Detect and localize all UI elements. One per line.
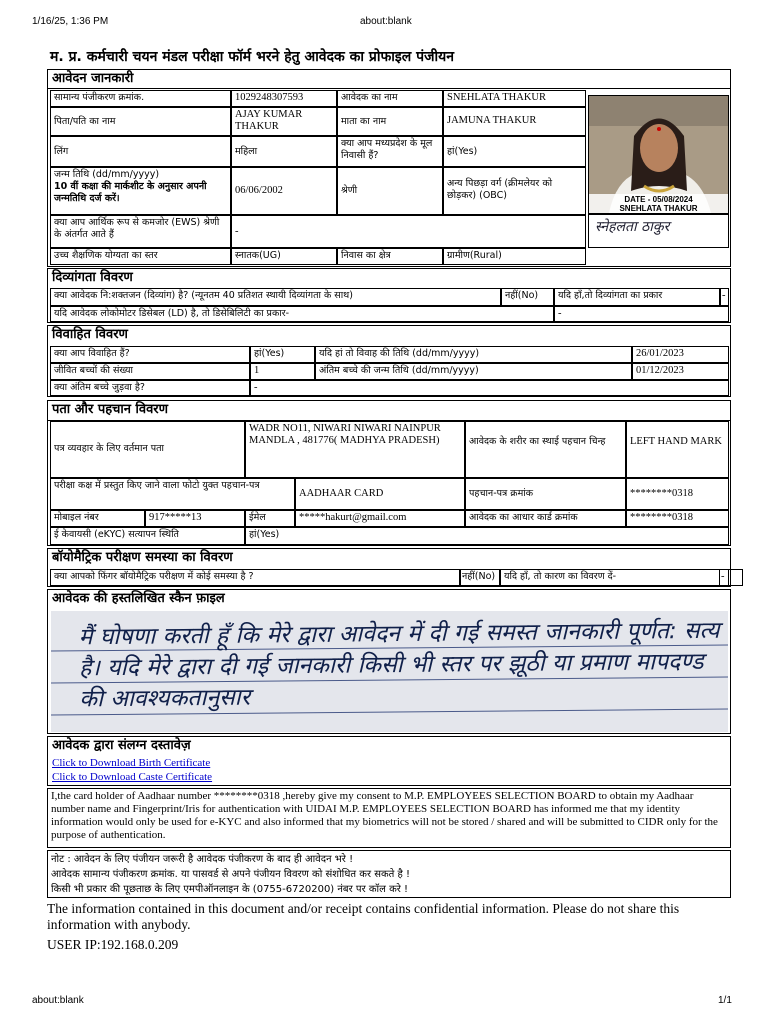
married-answer: हां(Yes) (250, 346, 315, 363)
section-heading-application: आवेदन जानकारी (48, 70, 730, 89)
native-label: क्या आप मध्यप्रदेश के मूल निवासी हैं? (337, 136, 443, 167)
body-mark-value: LEFT HAND MARK (626, 421, 729, 478)
residence-area-value: ग्रामीण(Rural) (443, 248, 586, 265)
disability-type-label: यदि हाँ,तो दिव्यांगता का प्रकार (554, 288, 720, 306)
section-heading-handwritten: आवेदक की हस्तलिखित स्कैन फ़ाइल (52, 591, 225, 606)
ews-value: - (231, 215, 586, 248)
birth-certificate-link[interactable]: Click to Download Birth Certificate (52, 757, 211, 769)
marriage-date-value: 26/01/2023 (632, 346, 729, 363)
ekyc-label: ई केवायसी (eKYC) सत्यापन स्थिति (50, 527, 245, 545)
children-count-value: 1 (250, 363, 315, 380)
section-heading-documents: आवेदक द्वारा संलग्न दस्तावेज़ (52, 738, 191, 753)
last-child-dob-value: 01/12/2023 (632, 363, 729, 380)
print-footer-url: about:blank (32, 995, 84, 1006)
native-value: हां(Yes) (443, 136, 586, 167)
married-question: क्या आप विवाहित हैं? (50, 346, 250, 363)
id-number-label: पहचान-पत्र क्रमांक (465, 478, 626, 510)
biometric-reason-spacer (743, 569, 749, 571)
education-value: स्नातक(UG) (231, 248, 337, 265)
ekyc-value: हां(Yes) (245, 527, 729, 545)
applicant-photo (588, 95, 729, 214)
address-value: WADR NO11, NIWARI NIWARI NAINPUR MANDLA , 481776( MADHYA PRADESH) (245, 421, 465, 478)
mother-name-value: JAMUNA THAKUR (443, 107, 586, 136)
section-heading-disability: दिव्यांगता विवरण (52, 270, 133, 285)
user-ip: USER IP:192.168.0.209 (47, 937, 179, 952)
email-label: ईमेल (245, 510, 295, 527)
mobile-label: मोबाइल नंबर (50, 510, 145, 527)
aadhaar-value: ********0318 (626, 510, 729, 527)
father-name-value: AJAY KUMAR THAKUR (231, 107, 337, 136)
gender-label: लिंग (50, 136, 231, 167)
handwritten-text: मैं घोषणा करती हूँ कि मेरे द्वारा आवेदन में दी गई समस्त जानकारी पूर्णत: सत्य है। यदि मेरे द्वारा दी गई जानकारी किसी भी स्तर पर झूठी या प्रमाण मापदण्ड की आवश्यकतानुसार (78, 617, 720, 713)
ews-label: क्या आप आर्थिक रूप से कमजोर (EWS) श्रेणी के अंतर्गत आते हैं (50, 215, 231, 248)
note-registration: नोट : आवेदन के लिए पंजीयन जरूरी है आवेदक पंजीकरण के बाद ही आवेदन भरे ! (51, 854, 354, 865)
applicant-name-value: SNEHLATA THAKUR (443, 90, 586, 107)
last-child-dob-label: अंतिम बच्चे की जन्म तिथि (dd/mm/yyyy) (315, 363, 632, 380)
marriage-date-label: यदि हां तो विवाह की तिथि (dd/mm/yyyy) (315, 346, 632, 363)
caste-certificate-link[interactable]: Click to Download Caste Certificate (52, 771, 213, 783)
handwritten-scan (51, 611, 728, 732)
section-heading-biometric: बॉयोमैट्रिक परीक्षण समस्या का विवरण (52, 550, 233, 565)
father-name-label: पिता/पति का नाम (50, 107, 231, 136)
email-value: *****hakurt@gmail.com (295, 510, 465, 527)
ld-answer: - (554, 306, 729, 322)
children-count-label: जीवित बच्चों की संख्या (50, 363, 250, 380)
photo-name: SNEHLATA THAKUR (619, 204, 698, 213)
disability-question: क्या आवेदक नि:शक्तजन (दिव्यांग) है? (न्यूनतम 40 प्रतिशत स्थायी दिव्यांगता के साथ) (50, 288, 501, 306)
dob-label: जन्म तिथि (dd/mm/yyyy) (54, 169, 160, 180)
note-helpline: किसी भी प्रकार की पूछताछ के लिए एमपीऑनलाइन के (0755-6720200) नंबर पर कॉल करे ! (51, 884, 409, 895)
section-heading-address: पता और पहचान विवरण (48, 401, 730, 421)
note-modify: आवेदक सामान्य पंजीकरण क्रमांक. या पासवर्ड से अपने पंजीयन विवरण को संशोधित कर सकते है ! (51, 869, 411, 880)
page-title: म. प्र. कर्मचारी चयन मंडल परीक्षा फॉर्म भरने हेतु आवेदक का प्रोफाइल पंजीयन (50, 49, 454, 65)
mother-name-label: माता का नाम (337, 107, 443, 136)
disability-type-value: - (720, 288, 729, 306)
dob-value: 06/06/2002 (231, 167, 337, 215)
print-page-count: 1/1 (718, 995, 732, 1006)
biometric-reason-label: यदि हाँ, तो कारण का विवरण दें- (500, 569, 743, 586)
education-label: उच्च शैक्षणिक योग्यता का स्तर (50, 248, 231, 265)
biometric-reason-value: - (719, 569, 729, 586)
category-value: अन्य पिछड़ा वर्ग (क्रीमलेयर को छोड़कर) (OBC) (443, 167, 586, 215)
photo-id-label: परीक्षा कक्ष में प्रस्तुत किए जाने वाला फोटो युक्त पहचान-पत्र (50, 478, 295, 510)
address-label: पत्र व्यवहार के लिए वर्तमान पता (50, 421, 245, 478)
reg-number-label: सामान्य पंजीकरण क्रमांक. (50, 90, 231, 107)
section-heading-marital: विवाहित विवरण (52, 327, 128, 342)
id-number-value: ********0318 (626, 478, 729, 510)
dob-note: 10 वीं कक्षा की मार्कशीट के अनुसार अपनी जन्मतिथि दर्ज करें। (54, 181, 207, 204)
photo-date: DATE - 05/08/2024 (624, 195, 693, 204)
gender-value: महिला (231, 136, 337, 167)
twins-answer: - (250, 380, 729, 396)
photo-id-value: AADHAAR CARD (295, 478, 465, 510)
ld-question: यदि आवेदक लोकोमोटर डिसेबल (LD) है, तो डिसेबिलिटी का प्रकार- (50, 306, 554, 322)
applicant-name-label: आवेदक का नाम (337, 90, 443, 107)
signature-box (588, 214, 729, 248)
twins-question: क्या अंतिम बच्चे जुड़वा है? (50, 380, 250, 396)
print-datetime: 1/16/25, 1:36 PM (32, 16, 109, 27)
disability-answer: नहीं(No) (501, 288, 554, 306)
aadhaar-label: आवेदक का आधार कार्ड क्रमांक (465, 510, 626, 527)
residence-area-label: निवास का क्षेत्र (337, 248, 443, 265)
reg-number-value: 1029248307593 (231, 90, 337, 107)
biometric-question: क्या आपको फिंगर बॉयोमैट्रिक परीक्षण में कोई समस्या है ? (50, 569, 460, 586)
body-mark-label: आवेदक के शरीर का स्थाई पहचान चिन्ह (465, 421, 626, 478)
aadhaar-consent-text: I,the card holder of Aadhaar number ********0318 ,hereby give my consent to M.P. EMPLOYEES SELECTION BOARD to obtain my Aadhaar number name and Fingerprint/Iris for authentication with UIDAI M.P. EMPLOYEES SELECTION BOARD has informed me that my identity information would only be used for e-KYC and also informed that my biometrics will not be stored / shared and will be submitted to CIDR only for the purpose of authentication. (51, 790, 718, 841)
biometric-answer: नहीं(No) (460, 569, 500, 586)
confidential-notice: The information contained in this document and/or receipt contains confidential information. Please do not share this information with anybody. (47, 901, 680, 932)
category-label: श्रेणी (337, 167, 443, 215)
applicant-signature: स्नेहलता ठाकुर (595, 219, 670, 235)
mobile-value: 917*****13 (145, 510, 245, 527)
dob-label-cell (50, 167, 231, 215)
print-tab-title: about:blank (360, 16, 412, 27)
